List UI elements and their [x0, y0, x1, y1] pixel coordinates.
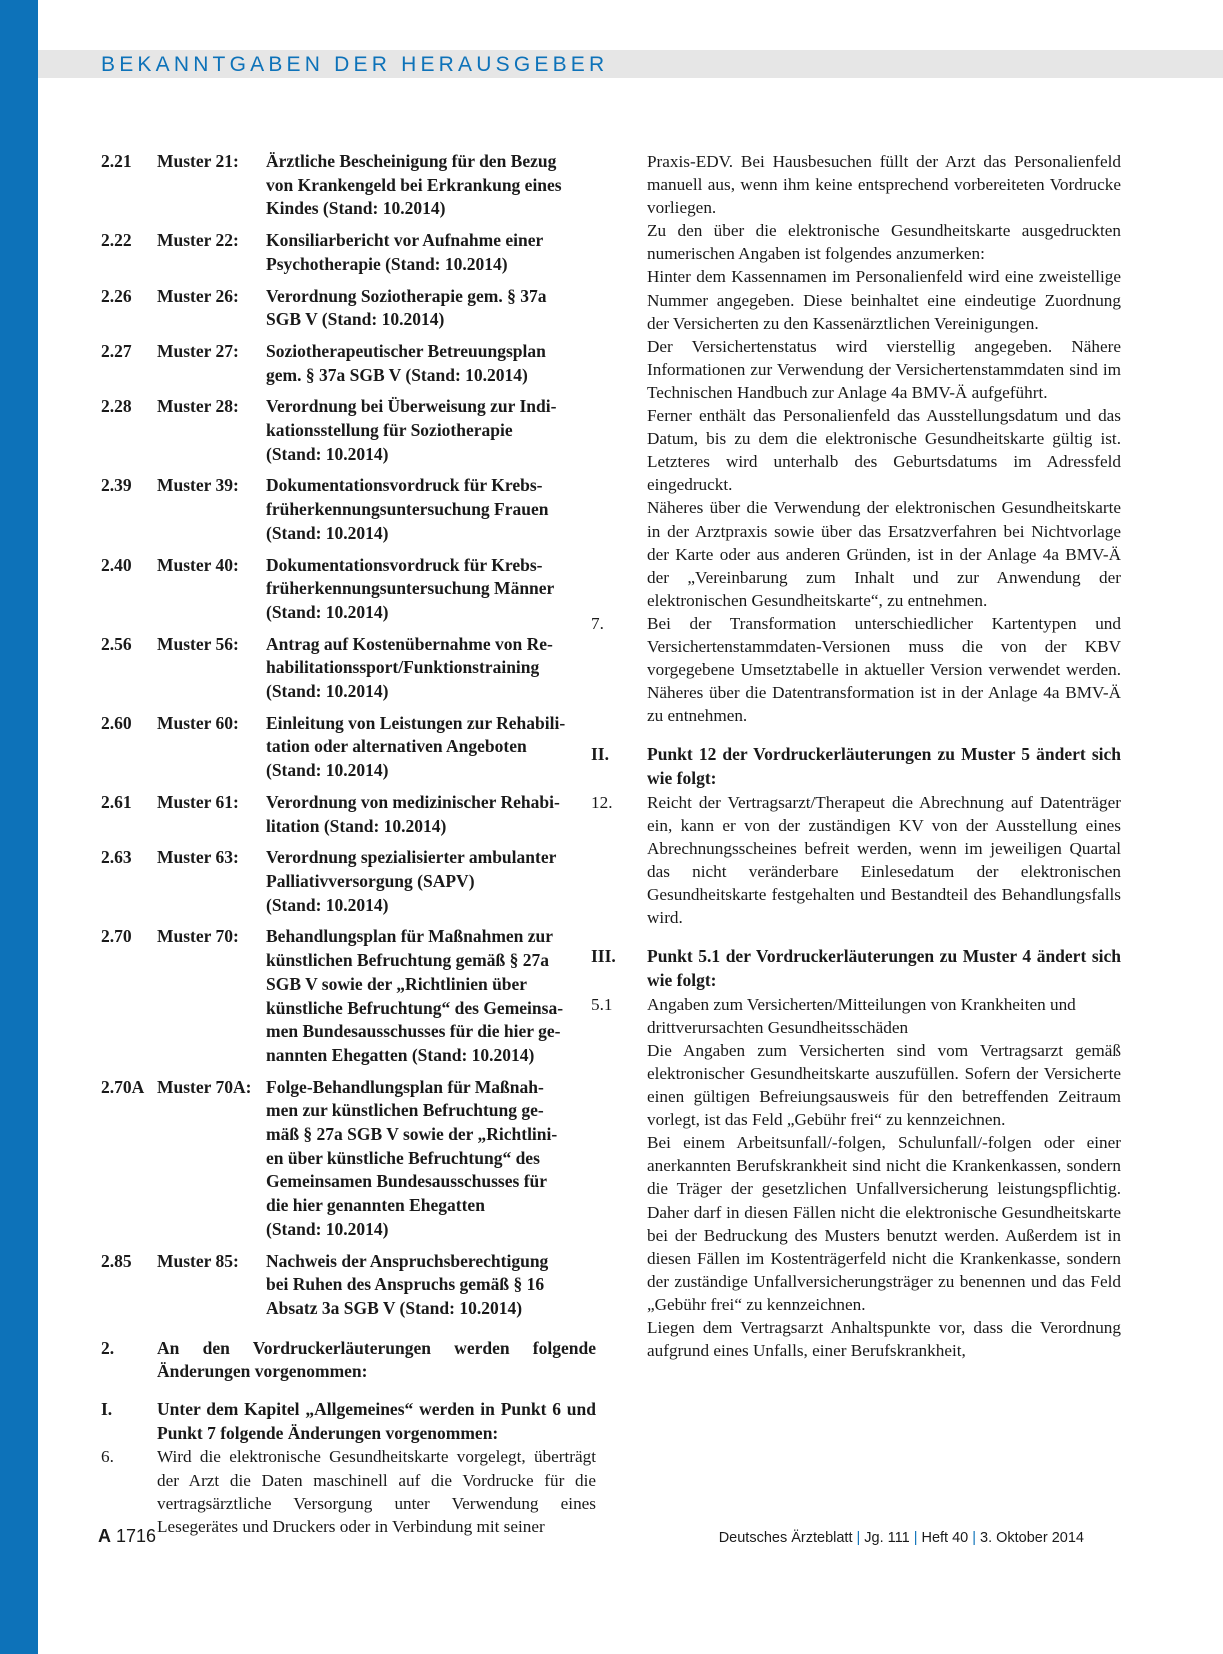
- left-column: [101, 150, 596, 1538]
- section-text: Punkt 5.1 der Vordruckerläuterungen zu Muster 4 ändert sich wie folgt:: [647, 946, 1121, 991]
- page-number-value: 1716: [116, 1526, 157, 1546]
- muster-description: [266, 340, 596, 387]
- muster-description-line: früherkennungsuntersuchung Männer: [266, 578, 555, 599]
- right-column: [591, 150, 1121, 1362]
- journal-footer: [719, 1530, 1084, 1546]
- muster-description-line: künstliche Befruchtung“ des Gemeinsa-: [266, 997, 564, 1018]
- muster-number: 2.63: [101, 847, 132, 868]
- muster-description-line: Ärztliche Bescheinigung für den Bezug: [266, 151, 557, 171]
- point-number: 5.1: [591, 994, 613, 1014]
- muster-row: [101, 791, 596, 838]
- muster-label: Muster 26:: [157, 285, 239, 306]
- muster-row: [101, 554, 596, 625]
- section-text: Unter dem Kapitel „Allgemeines“ werden in Punkt 6 und Punkt 7 folgende Änderungen vorgenommen:: [157, 1399, 596, 1443]
- muster-description-line: bei Ruhen des Anspruchs gemäß § 16: [266, 1274, 545, 1295]
- muster-description-line: Behandlungsplan für Maßnahmen zur: [266, 926, 554, 947]
- section-2: [101, 1337, 596, 1384]
- muster-description-line: (Stand: 10.2014): [266, 601, 389, 622]
- paragraph: Zu den über die elektronische Gesundheitskarte ausgedruckten numerischen Angaben ist folgendes anzumerken:: [647, 221, 1121, 264]
- muster-label: Muster 70A:: [157, 1076, 252, 1097]
- paragraph: Praxis-EDV. Bei Hausbesuchen füllt der Arzt das Personalienfeld manuell aus, wenn ihm keine entsprechend vorbereiteten Vordrucke vorliegen.: [647, 152, 1121, 218]
- muster-description-line: Verordnung Soziotherapie gem. § 37a: [266, 285, 547, 306]
- muster-description-line: Antrag auf Kostenübernahme von Re-: [266, 633, 553, 654]
- muster-description: [266, 285, 596, 332]
- paragraph: Ferner enthält das Personalienfeld das Ausstellungsdatum und das Datum, bis zu dem die elektronische Gesundheitskarte gültig ist. Letzteres wird unterhalb des Geburtsdatums im Adressfeld eingedruckt.: [647, 406, 1121, 495]
- muster-description-line: (Stand: 10.2014): [266, 760, 389, 781]
- muster-description-line: mäß § 27a SGB V sowie der „Richtlini-: [266, 1124, 558, 1145]
- muster-row: [101, 925, 596, 1067]
- muster-description-line: litation (Stand: 10.2014): [266, 815, 447, 836]
- muster-description: [266, 554, 596, 625]
- muster-label: Muster 27:: [157, 340, 239, 361]
- muster-description-line: Dokumentationsvordruck für Krebs-: [266, 475, 543, 496]
- section-header-title: BEKANNTGABEN DER HERAUSGEBER: [101, 53, 609, 76]
- point-5-1: [591, 993, 1121, 1363]
- muster-description-line: SGB V sowie der „Richtlinien über: [266, 973, 528, 994]
- journal-date: 3. Oktober 2014: [980, 1530, 1084, 1546]
- section-number: III.: [591, 946, 616, 967]
- journal-volume: Jg. 111: [864, 1530, 910, 1546]
- journal-issue: Heft 40: [921, 1530, 969, 1546]
- muster-description-line: früherkennungsuntersuchung Frauen: [266, 499, 549, 520]
- muster-row: [101, 846, 596, 917]
- muster-description-line: habilitationssport/Funktionstraining: [266, 657, 540, 678]
- muster-label: Muster 21:: [157, 151, 239, 171]
- paragraph: Liegen dem Vertragsarzt Anhaltspunkte vor, dass die Verordnung aufgrund eines Unfalls, einer Berufskrankheit,: [647, 1318, 1121, 1361]
- muster-row: [101, 229, 596, 276]
- muster-label: Muster 70:: [157, 926, 239, 947]
- muster-description: [266, 846, 596, 917]
- muster-label: Muster 61:: [157, 791, 239, 812]
- muster-row: [101, 633, 596, 704]
- paragraph: Der Versichertenstatus wird vierstellig angegeben. Nähere Informationen zur Verwendung der Versichertenstammdaten sind im Technischen Handbuch zur Anlage 4a BMV-Ä aufgeführt.: [647, 336, 1121, 402]
- section-number: 2.: [101, 1337, 115, 1358]
- section-number: I.: [101, 1399, 113, 1420]
- muster-description-line: Kindes (Stand: 10.2014): [266, 198, 446, 219]
- section-III: [591, 945, 1121, 992]
- page-number: [98, 1526, 156, 1547]
- muster-description-line: Verordnung bei Überweisung zur Indi-: [266, 396, 557, 417]
- paragraph: Angaben zum Versicherten/Mitteilungen von Krankheiten und drittverursachten Gesundheitsschäden: [647, 994, 1076, 1037]
- left-accent-bar: [0, 0, 38, 1654]
- section-number: II.: [591, 744, 609, 765]
- muster-description-line: Absatz 3a SGB V (Stand: 10.2014): [266, 1297, 523, 1318]
- muster-description-line: Palliativversorgung (SAPV): [266, 870, 475, 891]
- muster-description: [266, 395, 596, 466]
- journal-name: Deutsches Ärzteblatt: [718, 1530, 853, 1546]
- muster-description-line: von Krankengeld bei Erkrankung eines: [266, 174, 562, 195]
- muster-label: Muster 28:: [157, 396, 239, 417]
- footer-separator: |: [856, 1530, 861, 1546]
- section-II: [591, 743, 1121, 790]
- muster-description-line: Folge-Behandlungsplan für Maßnah-: [266, 1076, 544, 1097]
- muster-description-line: (Stand: 10.2014): [266, 522, 389, 543]
- muster-description: [266, 229, 596, 276]
- muster-number: 2.22: [101, 230, 132, 251]
- muster-description-line: (Stand: 10.2014): [266, 1218, 389, 1239]
- muster-label: Muster 22:: [157, 230, 239, 251]
- muster-description-line: gem. § 37a SGB V (Stand: 10.2014): [266, 364, 528, 385]
- muster-description-line: SGB V (Stand: 10.2014): [266, 309, 445, 330]
- muster-number: 2.56: [101, 633, 132, 654]
- muster-label: Muster 39:: [157, 475, 239, 496]
- muster-label: Muster 56:: [157, 633, 239, 654]
- point-6: [101, 1445, 596, 1537]
- point-6-continuation: [626, 150, 1121, 612]
- paragraph: Näheres über die Verwendung der elektronischen Gesundheitskarte in der Arztpraxis sowie über das Ersatzverfahren bei Nichtvorlage der Karte oder aus anderen Gründen, ist in der Anlage 4a BMV-Ä der „Vereinbarung zum Inhalt und zur Anwendung der elektronischen Gesundheitskarte“, zu entnehmen.: [647, 498, 1121, 610]
- muster-description: [266, 791, 596, 838]
- muster-label: Muster 63:: [157, 847, 239, 868]
- muster-description-line: Psychotherapie (Stand: 10.2014): [266, 253, 508, 274]
- muster-number: 2.60: [101, 712, 132, 733]
- muster-description: [266, 1250, 596, 1321]
- muster-row: [101, 150, 596, 221]
- muster-description-line: tation oder alternativen Angeboten: [266, 736, 527, 757]
- point-7: [591, 612, 1121, 727]
- muster-description-line: men Bundesausschusses für die hier ge-: [266, 1021, 561, 1042]
- muster-label: Muster 60:: [157, 712, 239, 733]
- muster-row: [101, 1076, 596, 1242]
- footer-separator: |: [913, 1530, 918, 1546]
- muster-description-line: Soziotherapeutischer Betreuungsplan: [266, 340, 546, 361]
- muster-number: 2.70: [101, 926, 132, 947]
- muster-description-line: Verordnung spezialisierter ambulanter: [266, 847, 557, 868]
- muster-row: [101, 340, 596, 387]
- muster-description-line: en über künstliche Befruchtung“ des: [266, 1147, 540, 1168]
- muster-number: 2.85: [101, 1250, 132, 1271]
- muster-number: 2.40: [101, 554, 132, 575]
- muster-description-line: Konsiliarbericht vor Aufnahme einer: [266, 230, 544, 251]
- muster-row: [101, 285, 596, 332]
- muster-description: [266, 633, 596, 704]
- point-number: 7.: [591, 613, 604, 633]
- muster-description-line: (Stand: 10.2014): [266, 681, 389, 702]
- muster-description-line: (Stand: 10.2014): [266, 443, 389, 464]
- muster-description: [266, 925, 596, 1067]
- muster-description-line: Einleitung von Leistungen zur Rehabili-: [266, 712, 566, 733]
- muster-description-line: Verordnung von medizinischer Rehabi-: [266, 791, 560, 812]
- muster-description-line: künstlichen Befruchtung gemäß § 27a: [266, 950, 549, 971]
- muster-label: Muster 40:: [157, 554, 239, 575]
- paragraph: Hinter dem Kassennamen im Personalienfeld wird eine zweistellige Nummer angegeben. Diese beinhaltet eine eindeutige Zuordnung der Versicherten zu den Kassenärztlichen Vereinigungen.: [647, 267, 1121, 333]
- muster-number: 2.61: [101, 791, 132, 812]
- muster-description-line: Gemeinsamen Bundesausschusses für: [266, 1171, 548, 1192]
- muster-number: 2.26: [101, 285, 132, 306]
- point-text: Bei der Transformation unterschiedlicher Kartentypen und Versichertenstammdaten-Versionen muss die von der KBV vorgegebene Umsetztabelle in aktueller Version verwendet werden. Näheres über die Datentransformation ist in der Anlage 4a BMV-Ä zu entnehmen.: [647, 613, 1121, 726]
- muster-number: 2.28: [101, 396, 132, 417]
- muster-number: 2.21: [101, 151, 132, 171]
- muster-list: [101, 150, 596, 1321]
- muster-description: [266, 712, 596, 783]
- muster-label: Muster 85:: [157, 1250, 239, 1271]
- muster-number: 2.70A: [101, 1076, 145, 1097]
- point-text: Reicht der Vertragsarzt/Therapeut die Abrechnung auf Datenträger ein, kann er von der zuständigen KV von der Ausstellung eines Abrechnungsscheines befreit werden, wenn im jeweiligen Quartal das nicht veränderbare Einlesedatum der elektronischen Gesundheitskarte festgehalten und Bestandteil des Behandlungsfalls wird.: [647, 792, 1121, 928]
- point-number: 6.: [101, 1447, 114, 1467]
- muster-number: 2.39: [101, 475, 132, 496]
- paragraph: Bei einem Arbeitsunfall/-folgen, Schulunfall/-folgen oder einer anerkannten Berufskrankheit sind nicht die Krankenkassen, sondern die Träger der gesetzlichen Unfallversicherung leistungspflichtig. Daher darf in diesen Fällen nicht die elektronische Gesundheitskarte bei der Bedruckung des Musters benutzt werden. Außerdem ist in diesen Fällen im Kostenträgerfeld nicht die Krankenkasse, sondern der zuständige Unfallversicherungsträger zu benennen und das Feld „Gebühr frei“ zu kennzeichnen.: [647, 1133, 1121, 1314]
- point-12: [591, 791, 1121, 930]
- muster-description: [266, 1076, 596, 1242]
- section-I: [101, 1398, 596, 1445]
- muster-number: 2.27: [101, 340, 132, 361]
- muster-row: [101, 395, 596, 466]
- muster-description: [266, 150, 596, 221]
- muster-description: [266, 474, 596, 545]
- paragraph: Die Angaben zum Versicherten sind vom Vertragsarzt gemäß elektronischer Gesundheitskarte auszufüllen. Sofern der Versicherte einen gültigen Befreiungsausweis für den betreffenden Zeitraum vorlegt, ist das Feld „Gebühr frei“ zu kennzeichnen.: [647, 1040, 1121, 1130]
- muster-row: [101, 712, 596, 783]
- page-prefix: A: [98, 1526, 111, 1546]
- section-text: An den Vordruckerläuterungen werden folgende Änderungen vorgenommen:: [157, 1337, 596, 1382]
- muster-description-line: die hier genannten Ehegatten: [266, 1195, 485, 1216]
- muster-description-line: kationsstellung für Soziotherapie: [266, 420, 513, 441]
- muster-row: [101, 1250, 596, 1321]
- footer-separator: |: [972, 1530, 976, 1546]
- point-number: 12.: [591, 792, 613, 812]
- muster-description-line: Nachweis der Anspruchsberechtigung: [266, 1250, 549, 1271]
- muster-row: [101, 474, 596, 545]
- muster-description-line: Dokumentationsvordruck für Krebs-: [266, 554, 543, 575]
- muster-description-line: (Stand: 10.2014): [266, 894, 389, 915]
- muster-description-line: nannten Ehegatten (Stand: 10.2014): [266, 1044, 535, 1065]
- muster-description-line: men zur künstlichen Befruchtung ge-: [266, 1100, 544, 1121]
- section-text: Punkt 12 der Vordruckerläuterungen zu Muster 5 ändert sich wie folgt:: [647, 744, 1121, 789]
- point-text: Wird die elektronische Gesundheitskarte vorgelegt, überträgt der Arzt die Daten maschinell auf die Vordrucke für die vertragsärztliche Versorgung unter Verwendung eines Lesegerätes und Druckers oder in Verbindung mit seiner: [157, 1447, 596, 1536]
